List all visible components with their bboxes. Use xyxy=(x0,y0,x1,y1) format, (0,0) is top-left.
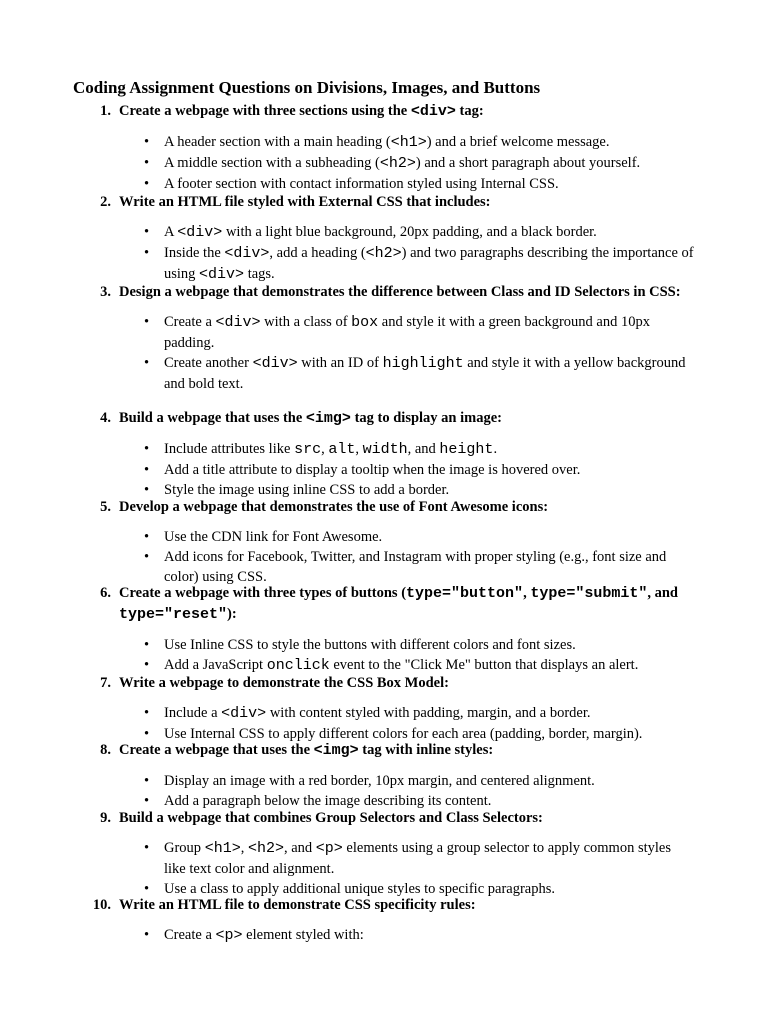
inline-code: onclick xyxy=(266,657,330,674)
bullet-text: A header section with a main heading (<h1>) and a brief welcome message. xyxy=(164,134,610,151)
inline-code: <p> xyxy=(215,927,243,944)
question-number: 6. xyxy=(100,585,111,601)
question-bullet-list xyxy=(0,838,768,899)
bullet-text: Add a title attribute to display a tooltip when the image is hovered over. xyxy=(164,462,581,478)
bullet-icon: • xyxy=(144,462,150,478)
question-8 xyxy=(0,740,768,811)
inline-code: alt xyxy=(328,441,356,458)
bullet-text: Style the image using inline CSS to add a border. xyxy=(164,482,450,498)
question-text: Develop a webpage that demonstrates the use of Font Awesome icons: xyxy=(119,499,549,515)
bullet-text: Create another <div> with an ID of highlight and style it with a yellow background and bold text. xyxy=(164,355,686,392)
bullet-text: Use the CDN link for Font Awesome. xyxy=(164,529,383,545)
question-text: Write a webpage to demonstrate the CSS Box Model: xyxy=(119,675,449,691)
inline-code: <div> xyxy=(221,705,267,722)
question-heading xyxy=(0,192,768,212)
question-text: Create a webpage that uses the <img> tag with inline styles: xyxy=(119,742,494,759)
bullet-text: Create a <p> element styled with: xyxy=(164,927,364,944)
inline-code: <div> xyxy=(252,355,298,372)
question-text: Design a webpage that demonstrates the difference between Class and ID Selectors in CSS: xyxy=(119,284,681,300)
question-heading xyxy=(0,673,768,693)
question-3 xyxy=(0,282,768,394)
bullet-icon: • xyxy=(144,355,150,371)
bullet-item xyxy=(0,243,694,285)
bullet-icon: • xyxy=(144,245,150,261)
bullet-text: A <div> with a light blue background, 20px padding, and a black border. xyxy=(164,224,597,241)
bullet-text: Create a <div> with a class of box and style it with a green background and 10px padding. xyxy=(164,314,650,351)
inline-code: width xyxy=(362,441,408,458)
question-text: Write an HTML file styled with External CSS that includes: xyxy=(119,194,491,210)
question-number: 1. xyxy=(100,103,111,119)
question-number: 4. xyxy=(100,410,111,426)
bullet-icon: • xyxy=(144,224,150,240)
inline-code: src xyxy=(294,441,322,458)
bullet-icon: • xyxy=(144,726,150,742)
bullet-text: Use a class to apply additional unique styles to specific paragraphs. xyxy=(164,881,555,897)
bullet-icon: • xyxy=(144,793,150,809)
question-bullet-list xyxy=(0,925,768,946)
bullet-icon: • xyxy=(144,482,150,498)
question-bullet-list xyxy=(0,222,768,285)
bullet-icon: • xyxy=(144,773,150,789)
bullet-item xyxy=(0,460,694,480)
question-bullet-list xyxy=(0,312,768,394)
question-bullet-list xyxy=(0,635,768,676)
bullet-item xyxy=(0,312,694,353)
bullet-icon: • xyxy=(144,705,150,721)
question-bullet-list xyxy=(0,771,768,811)
inline-code: <h1> xyxy=(390,134,427,151)
inline-code: type="reset" xyxy=(119,606,228,623)
question-number: 8. xyxy=(100,742,111,758)
question-heading xyxy=(0,282,768,302)
bullet-item xyxy=(0,527,694,547)
bullet-item xyxy=(0,635,694,655)
bullet-text: Use Inline CSS to style the buttons with different colors and font sizes. xyxy=(164,637,576,653)
document-title: Coding Assignment Questions on Divisions, Images, and Buttons xyxy=(73,78,541,97)
inline-code: <h2> xyxy=(247,840,284,857)
inline-code: <div> xyxy=(199,266,245,283)
bullet-text: Use Internal CSS to apply different colors for each area (padding, border, margin). xyxy=(164,726,643,742)
bullet-text: Add a JavaScript onclick event to the "Click Me" button that displays an alert. xyxy=(164,657,639,674)
inline-code: <h2> xyxy=(379,155,416,172)
inline-code: <p> xyxy=(315,840,343,857)
inline-code: height xyxy=(439,441,494,458)
question-9 xyxy=(0,808,768,899)
bullet-icon: • xyxy=(144,637,150,653)
bullet-text: A footer section with contact information styled using Internal CSS. xyxy=(164,176,559,192)
inline-code: <h2> xyxy=(365,245,402,262)
bullet-text: Inside the <div>, add a heading (<h2>) and two paragraphs describing the importance of using <div> tags. xyxy=(164,245,694,283)
question-bullet-list xyxy=(0,132,768,194)
question-7 xyxy=(0,673,768,744)
bullet-item xyxy=(0,771,694,791)
question-heading xyxy=(0,740,768,761)
bullet-text: Group <h1>, <h2>, and <p> elements using a group selector to apply common styles like text color and alignment. xyxy=(164,840,671,877)
bullet-item xyxy=(0,925,694,946)
inline-code: highlight xyxy=(382,355,464,372)
bullet-icon: • xyxy=(144,657,150,673)
bullet-icon: • xyxy=(144,881,150,897)
bullet-icon: • xyxy=(144,176,150,192)
bullet-icon: • xyxy=(144,134,150,150)
inline-code: <img> xyxy=(313,742,359,759)
question-text: Write an HTML file to demonstrate CSS specificity rules: xyxy=(119,897,476,913)
inline-code: <div> xyxy=(224,245,270,262)
question-number: 3. xyxy=(100,284,111,300)
question-text: Build a webpage that uses the <img> tag to display an image: xyxy=(119,410,502,427)
question-heading xyxy=(0,808,768,828)
question-heading xyxy=(0,408,768,429)
bullet-icon: • xyxy=(144,529,150,545)
bullet-item xyxy=(0,132,694,153)
bullet-text: Display an image with a red border, 10px margin, and centered alignment. xyxy=(164,773,595,789)
inline-code: type="button" xyxy=(406,585,524,602)
inline-code: <div> xyxy=(410,103,456,120)
question-text: Create a webpage with three sections using the <div> tag: xyxy=(119,103,484,120)
question-6 xyxy=(0,583,768,676)
question-2 xyxy=(0,192,768,285)
question-text: Build a webpage that combines Group Selectors and Class Selectors: xyxy=(119,810,543,826)
bullet-icon: • xyxy=(144,549,150,565)
bullet-icon: • xyxy=(144,155,150,171)
bullet-text: Add a paragraph below the image describing its content. xyxy=(164,793,492,809)
question-heading xyxy=(0,583,768,625)
bullet-item xyxy=(0,222,694,243)
bullet-text: A middle section with a subheading (<h2>) and a short paragraph about yourself. xyxy=(164,155,641,172)
bullet-text: Include attributes like src, alt, width, and height. xyxy=(164,441,498,458)
inline-code: <div> xyxy=(215,314,261,331)
bullet-icon: • xyxy=(144,840,150,856)
bullet-item xyxy=(0,838,694,879)
question-bullet-list xyxy=(0,703,768,744)
question-heading xyxy=(0,101,768,122)
inline-code: type="submit" xyxy=(530,585,648,602)
bullet-item xyxy=(0,547,694,587)
bullet-text: Include a <div> with content styled with padding, margin, and a border. xyxy=(164,705,591,722)
inline-code: <div> xyxy=(177,224,223,241)
question-number: 7. xyxy=(100,675,111,691)
bullet-item xyxy=(0,353,694,394)
question-10 xyxy=(0,895,768,946)
bullet-icon: • xyxy=(144,927,150,943)
question-heading xyxy=(0,895,768,915)
question-number: 9. xyxy=(100,810,111,826)
question-4 xyxy=(0,408,768,500)
bullet-item xyxy=(0,153,694,174)
question-heading xyxy=(0,497,768,517)
inline-code: <img> xyxy=(305,410,351,427)
question-number: 10. xyxy=(92,897,111,913)
inline-code: box xyxy=(351,314,379,331)
question-bullet-list xyxy=(0,439,768,500)
bullet-icon: • xyxy=(144,441,150,457)
question-bullet-list xyxy=(0,527,768,587)
bullet-icon: • xyxy=(144,314,150,330)
question-text: Create a webpage with three types of buttons (type="button", type="submit", and type="reset"): xyxy=(119,585,678,623)
bullet-text: Add icons for Facebook, Twitter, and Instagram with proper styling (e.g., font size and color) using CSS. xyxy=(164,549,667,585)
bullet-item xyxy=(0,174,694,194)
inline-code: <h1> xyxy=(204,840,241,857)
question-1 xyxy=(0,101,768,194)
bullet-item xyxy=(0,703,694,724)
question-number: 2. xyxy=(100,194,111,210)
bullet-item xyxy=(0,439,694,460)
question-number: 5. xyxy=(100,499,111,515)
question-5 xyxy=(0,497,768,587)
